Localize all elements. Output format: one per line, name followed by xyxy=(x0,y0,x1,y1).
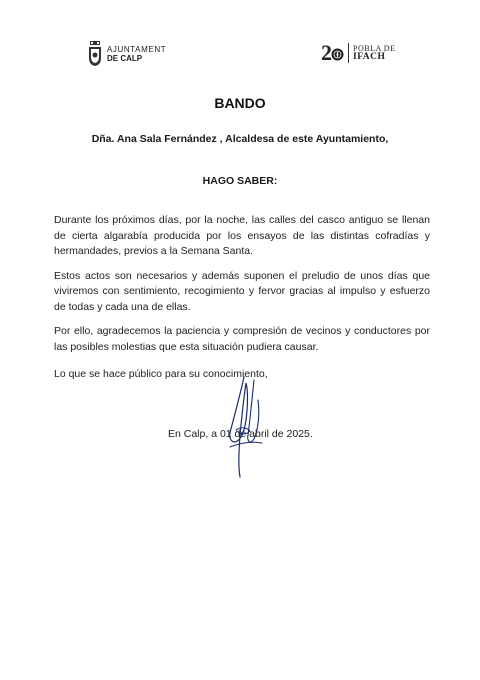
coat-of-arms-icon xyxy=(88,41,102,67)
council-name-line2: DE CALP xyxy=(107,54,143,63)
anniversary-number: 2 xyxy=(321,40,332,65)
town-name-line1: POBLA DE xyxy=(353,44,396,53)
announcement-heading: HAGO SABER: xyxy=(202,175,278,187)
body-text xyxy=(54,213,430,364)
paragraph: Por ello, agradecemos la paciencia y compresión de vecinos y conductores por las posibles molestias que esta situación pudiera causar. xyxy=(54,325,430,353)
council-logo xyxy=(88,41,166,67)
council-name-line1: AJUNTAMENT xyxy=(107,45,167,54)
anniversary-logo xyxy=(321,42,395,64)
paragraph: Estos actos son necesarios y además suponen el preludio de unos días que viviremos con sentimiento, recogimiento y fervor gracias al impulso y esfuerzo de todas y cada una de ellas. xyxy=(54,269,430,313)
paragraph: Durante los próximos días, por la noche, las calles del casco antiguo se llenan de cierta algarabía producida por los ensayos de las distintas cofradías y hermandades, previos a la Semana Santa. xyxy=(54,214,430,257)
seal-icon xyxy=(331,48,344,61)
signature-icon xyxy=(210,375,280,480)
logo-divider xyxy=(348,43,349,63)
document-title: BANDO xyxy=(214,95,266,111)
mayor-line: Dña. Ana Sala Fernández , Alcaldesa de este Ayuntamiento, xyxy=(91,133,389,145)
place-date: En Calp, a 01 de abril de 2025. xyxy=(168,428,313,440)
closing-line: Lo que se hace público para su conocimiento, xyxy=(54,368,268,380)
town-name-line2: IFACH xyxy=(353,52,386,62)
